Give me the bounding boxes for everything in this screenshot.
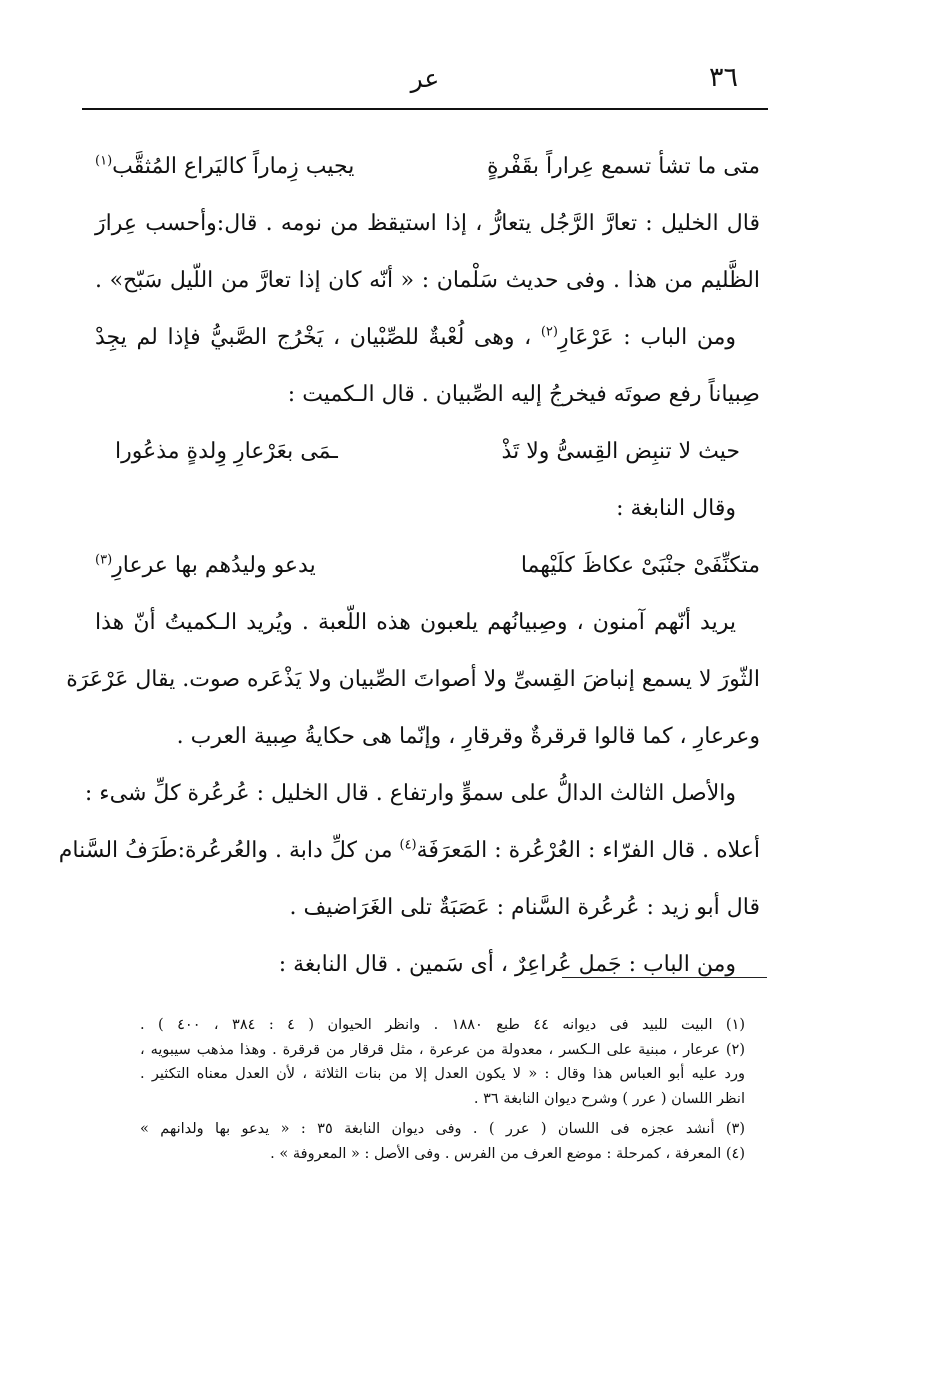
page-header (82, 58, 768, 106)
text-line: وعرعارِ ، كما قالوا قرقرةٌ وقرقارِ ، وإنّما هى حكايةُ صِبية العرب . (176, 724, 760, 749)
footnote-ref: (٣) (95, 552, 113, 568)
verse-second-hemistich: ـمَى بعَرْعارِ وِلدةٍ مذعُورا (115, 439, 338, 464)
verse-line (95, 138, 760, 195)
footnote-2-continued: انظر اللسان ( عرر ) وشرح ديوان النابغة ٣٦ . (473, 1090, 745, 1107)
text-line: قال أبو زيد : عُرعُرة السَّنام : عَصَبَةٌ تلى الغَرَاضيف . (289, 895, 760, 920)
verse-line (95, 423, 760, 480)
text-line: أعلاه . قال الفرّاء : العُرْعُرة : المَعرَفَة$^{(٤)}$ من كلِّ دابة . والعُرعُرة:طَرَفُ السَّنام (58, 837, 760, 863)
main-text (58, 138, 760, 993)
verse-first-hemistich: متى ما تشأ تسمع عِراراً بقَفْرةٍ (486, 154, 760, 179)
footnotes (140, 1013, 745, 1166)
running-head: عر (410, 64, 440, 93)
footnote-4: (٤) المعرفة ، كمرحلة : موضع العرف من الفرس . وفى الأصل : « المعروفة » . (270, 1145, 745, 1162)
footnote-ref: (٤) (399, 837, 417, 853)
footnote-ref: (١) (95, 153, 113, 169)
text-line: قال الخليل : تعارَّ الرَّجُل يتعارُّ ، إذا استيقظ من نومه . قال:وأحسب عِرارَ (95, 211, 760, 236)
footnote-rule (562, 977, 767, 978)
text-line: صِبياناً رفع صوتَه فيخرجُ إليه الصِّبيان . قال الـكميت : (287, 382, 760, 407)
text-line: الثّورَ لا يسمع إنباضَ القِسىِّ ولا أصواتَ الصِّبيان ولا يَذْعَره صوت. يقال عَرْعَرَة (66, 667, 760, 692)
verse-second-hemistich: يجيب زِماراً كاليَراع المُثقَّب$^{(١)}$ (95, 153, 355, 179)
text-line: ومن الباب : عَرْعَارِ$^{(٢)}$ ، وهى لُعْبةٌ للصِّبْيان ، يَخْرُج الصَّبيُّ فإذا لم يجِدْ (95, 324, 736, 350)
text-line: والأصل الثالث الدالُّ على سموٍّ وارتفاع . قال الخليل : عُرعُرة كلِّ شىء : (84, 781, 736, 806)
header-rule (82, 108, 768, 110)
footnote-ref: (٢) (540, 324, 558, 340)
page-number: ٣٦ (708, 62, 738, 93)
text-line: يريد أنّهم آمنون ، وصِبيانُهم يلعبون هذه اللّعبة . ويُريد الـكميتُ أنّ هذا (95, 610, 736, 635)
text-line: وقال النابغة : (616, 496, 736, 521)
verse-first-hemistich: حيث لا تنبِض القِسىُّ ولا تَذْ (501, 439, 740, 464)
footnote-1: (١) البيت للبيد فى ديوانه ٤٤ طبع ١٨٨٠ . وانظر الحيوان ( ٤ : ٣٨٤ ، ٤٠٠ ) . (140, 1017, 746, 1033)
verse-line (95, 537, 760, 594)
text-line: ومن الباب : جَمل عُراعِرٌ ، أى سَمين . قال النابغة : (278, 952, 736, 977)
footnote-2-continued: ورد عليه أبو العباس هذا وقال : « لا يكون العدل إلا من بنات الثلاثة ، لأن العدل معناه التكثير . (140, 1066, 745, 1082)
footnote-3: (٣) أنشد عجزه فى اللسان ( عرر ) . وفى ديوان النابغة ٣٥ : « يدعو بها ولدانهم » (140, 1121, 745, 1137)
verse-first-hemistich: متكنِّفَىْ جنْبَىْ عكاظَ كلَيْهما (520, 553, 760, 578)
footnote-2: (٢) عرعار ، مبنية على الـكسر ، معدولة من عرعرة ، مثل قرقار من قرقرة . وهذا مذهب سيبويه ، (140, 1041, 745, 1058)
verse-second-hemistich: يدعو وليدُهم بها عرعارِ$^{(٣)}$ (95, 552, 316, 578)
text-line: الظَّليم من هذا . وفى حديث سَلْمان : « أنّه كان إذا تعارَّ من اللّيل سَبّح» . (95, 268, 760, 293)
